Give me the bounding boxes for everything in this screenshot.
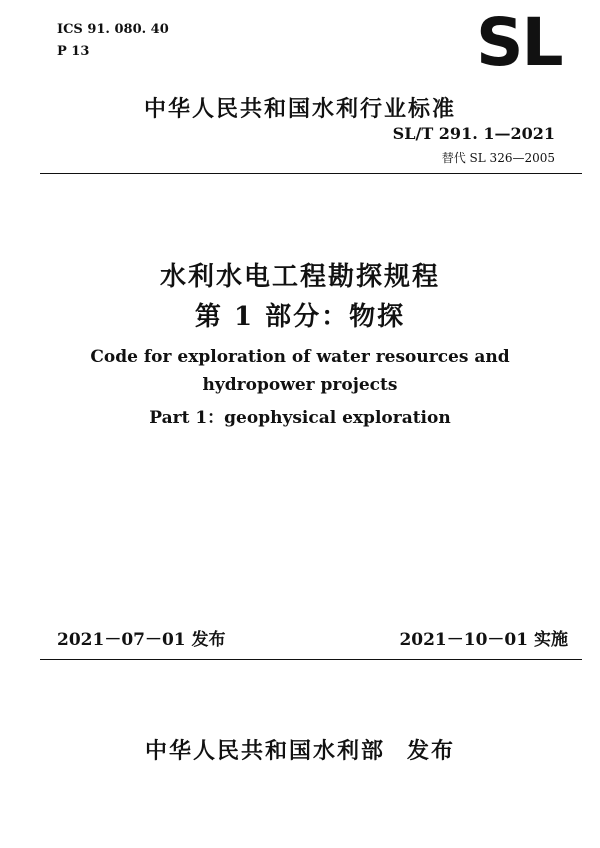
issuer (0, 734, 600, 765)
title-en-line1: Code for exploration of water resources and (90, 347, 510, 367)
standard-number: SL/T 291. 1—2021 (392, 124, 555, 143)
ics-code: ICS 91. 080. 40 (57, 22, 169, 37)
standard-type: 中华人民共和国水利行业标准 (143, 96, 456, 122)
issue-date: 2021－07－01 发布 (57, 630, 226, 650)
implementation-date: 2021－10－01 实施 (399, 630, 568, 650)
bottom-divider (40, 659, 582, 660)
issuer-name: 中华人民共和国水利部 (144, 738, 385, 764)
issuer-action: 发布 (407, 738, 456, 764)
title-zh-line2: 第 1 部分：物探 (194, 302, 406, 332)
classification-code: P 13 (57, 44, 90, 59)
top-divider (40, 173, 582, 174)
title-en-line2: hydropower projects (202, 375, 398, 395)
title-zh-line1: 水利水电工程勘探规程 (159, 262, 440, 292)
title-en-line3: Part 1：geophysical exploration (149, 408, 451, 428)
sl-logo: SL (476, 4, 562, 81)
replaces-standard: 替代 SL 326—2005 (441, 151, 555, 165)
